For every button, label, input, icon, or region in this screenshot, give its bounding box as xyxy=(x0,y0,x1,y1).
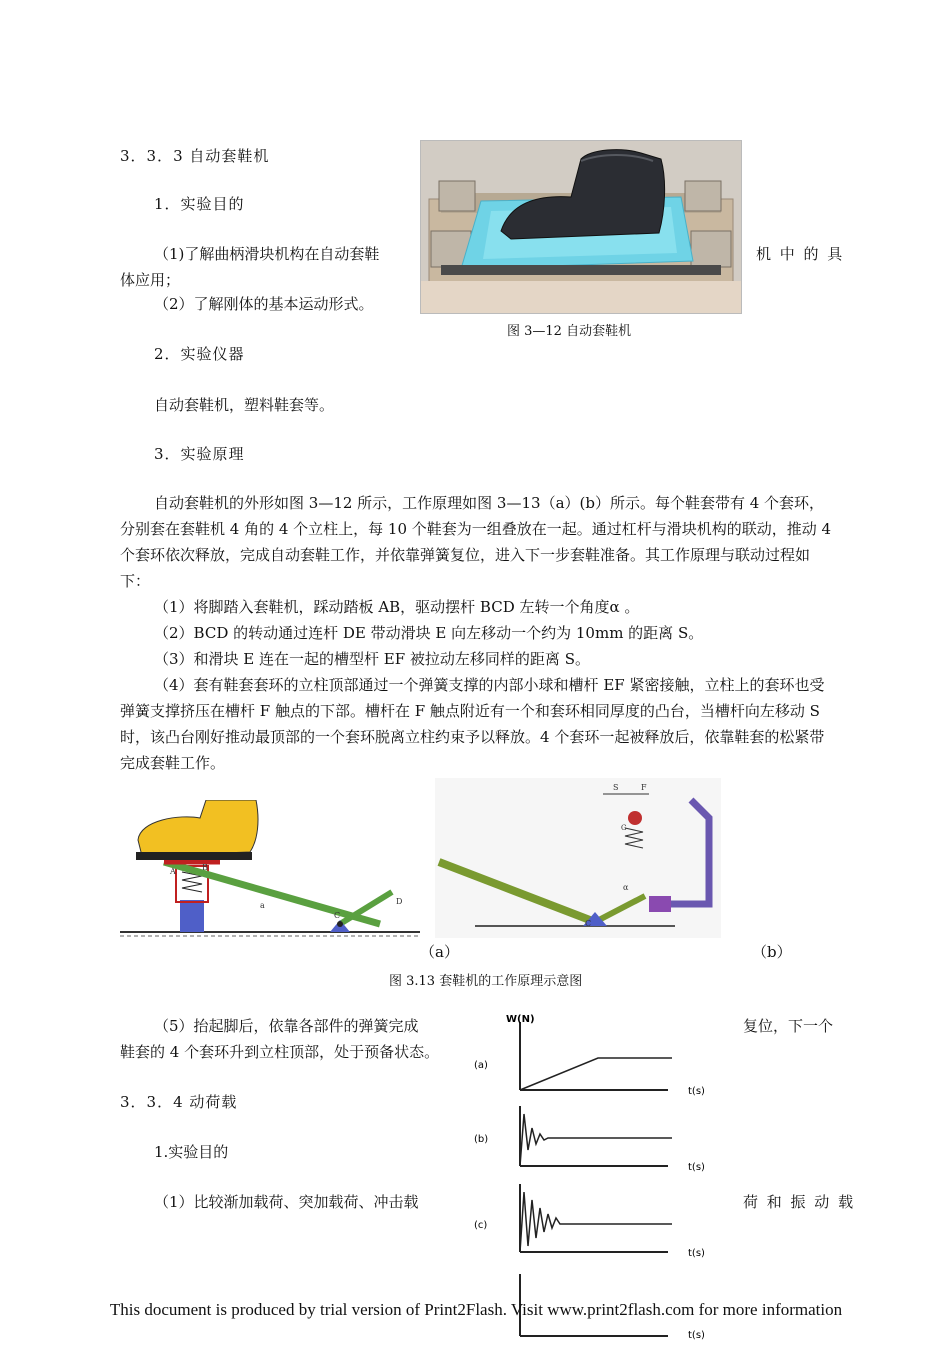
shoe-machine-photo xyxy=(420,140,742,314)
svg-text:C: C xyxy=(585,919,592,928)
figure-3-13b-label: （b） xyxy=(752,943,792,961)
trial-footer: This document is produced by trial version of Print2Flash. Visit www.print2flash.com for more information xyxy=(109,1300,843,1319)
svg-text:A: A xyxy=(170,867,176,876)
principle-step-3: （3）和滑块 E 连在一起的槽型杆 EF 被拉动左移同样的距离 S。 xyxy=(154,650,590,668)
objective-1-continued: 体应用； xyxy=(120,271,181,289)
graph-a-label: (a) xyxy=(474,1060,488,1071)
shoe-machine-illustration xyxy=(421,141,741,313)
subsection-title-purpose: 1．实验目的 xyxy=(154,195,245,213)
svg-text:a: a xyxy=(260,901,265,910)
graph-b-label: (b) xyxy=(474,1134,489,1145)
section-heading-334: 3．3．4 动荷载 xyxy=(120,1093,238,1111)
figure-3-13a-label: （a） xyxy=(420,943,459,961)
graph-c-label: (c) xyxy=(474,1220,488,1231)
objective-1-right: 机 中 的 具 xyxy=(756,245,845,263)
objective-2: （2）了解刚体的基本运动形式。 xyxy=(154,295,374,313)
graph-a xyxy=(474,1014,705,1097)
figure-3-12-caption: 图 3—12 自动套鞋机 xyxy=(507,324,632,339)
step-5-left: （5）抬起脚后，依靠各部件的弹簧完成 xyxy=(154,1017,419,1035)
principle-block xyxy=(120,490,836,776)
graph-d-xlabel: t(s) xyxy=(688,1330,705,1340)
svg-text:F: F xyxy=(641,783,647,792)
principle-step-4: （4）套有鞋套套环的立柱顶部通过一个弹簧支撑的内部小球和槽杆 EF 紧密接触，立柱上的套环也受弹簧支撑挤压在槽杆 F 触点的下部。槽杆在 F 触点附近有一个和套环相同厚度的凸台，当槽杆向左移动 S 时，该凸台刚好推动最顶部的一个套环脱离立柱约束予以释放。4 个套环一起被释放后，依靠鞋套的松紧带完成套鞋工作。 xyxy=(120,676,825,772)
graph-c-xlabel: t(s) xyxy=(688,1248,705,1259)
figure-3-13a xyxy=(120,800,420,940)
svg-text:S: S xyxy=(613,783,619,792)
subsection-title-purpose-334: 1.实验目的 xyxy=(154,1143,229,1161)
step-5-continued: 鞋套的 4 个套环升到立柱顶部，处于预备状态。 xyxy=(120,1043,440,1061)
step-5-right: 复位，下一个 xyxy=(743,1017,834,1035)
graph-b-xlabel: t(s) xyxy=(688,1162,705,1173)
svg-text:α: α xyxy=(623,883,629,892)
svg-text:D: D xyxy=(396,897,403,906)
load-graphs xyxy=(468,1010,718,1340)
graph-a-xlabel: t(s) xyxy=(688,1086,705,1097)
objective-1-334-left: （1）比较渐加载荷、突加载荷、冲击载 xyxy=(154,1193,419,1211)
svg-text:G: G xyxy=(621,824,627,832)
subsection-title-principle: 3．实验原理 xyxy=(154,445,245,463)
principle-step-2: （2）BCD 的转动通过连杆 DE 带动滑块 E 向左移动一个约为 10mm 的距离 S。 xyxy=(154,624,704,642)
graph-ylabel: W(N) xyxy=(506,1014,535,1025)
graph-c xyxy=(474,1184,705,1259)
section-heading-333: 3．3．3 自动套鞋机 xyxy=(120,147,270,165)
figure-3-13b xyxy=(435,778,721,938)
figure-3-13-caption: 图 3.13 套鞋机的工作原理示意图 xyxy=(389,974,583,989)
svg-text:B: B xyxy=(202,863,208,872)
principle-step-1: （1）将脚踏入套鞋机，踩动踏板 AB，驱动摆杆 BCD 左转一个角度α 。 xyxy=(154,598,640,616)
objective-1-334-right: 荷 和 振 动 载 xyxy=(743,1193,856,1211)
subsection-title-instruments: 2．实验仪器 xyxy=(154,345,245,363)
svg-text:C: C xyxy=(334,911,341,920)
principle-intro: 自动套鞋机的外形如图 3—12 所示，工作原理如图 3—13（a）(b）所示。每个鞋套带有 4 个套环，分别套在套鞋机 4 角的 4 个立柱上，每 10 个鞋套为一组叠放在一起。通过杠杆与滑块机构的联动，推动 4 个套环依次释放，完成自动套鞋工作，并依靠弹簧复位，进入下一步套鞋准备。其工作原理与联动过程如下： xyxy=(120,494,832,590)
objective-1-left: （1)了解曲柄滑块机构在自动套鞋 xyxy=(154,245,380,263)
graph-b xyxy=(474,1106,705,1173)
instruments-text: 自动套鞋机，塑料鞋套等。 xyxy=(154,396,335,414)
